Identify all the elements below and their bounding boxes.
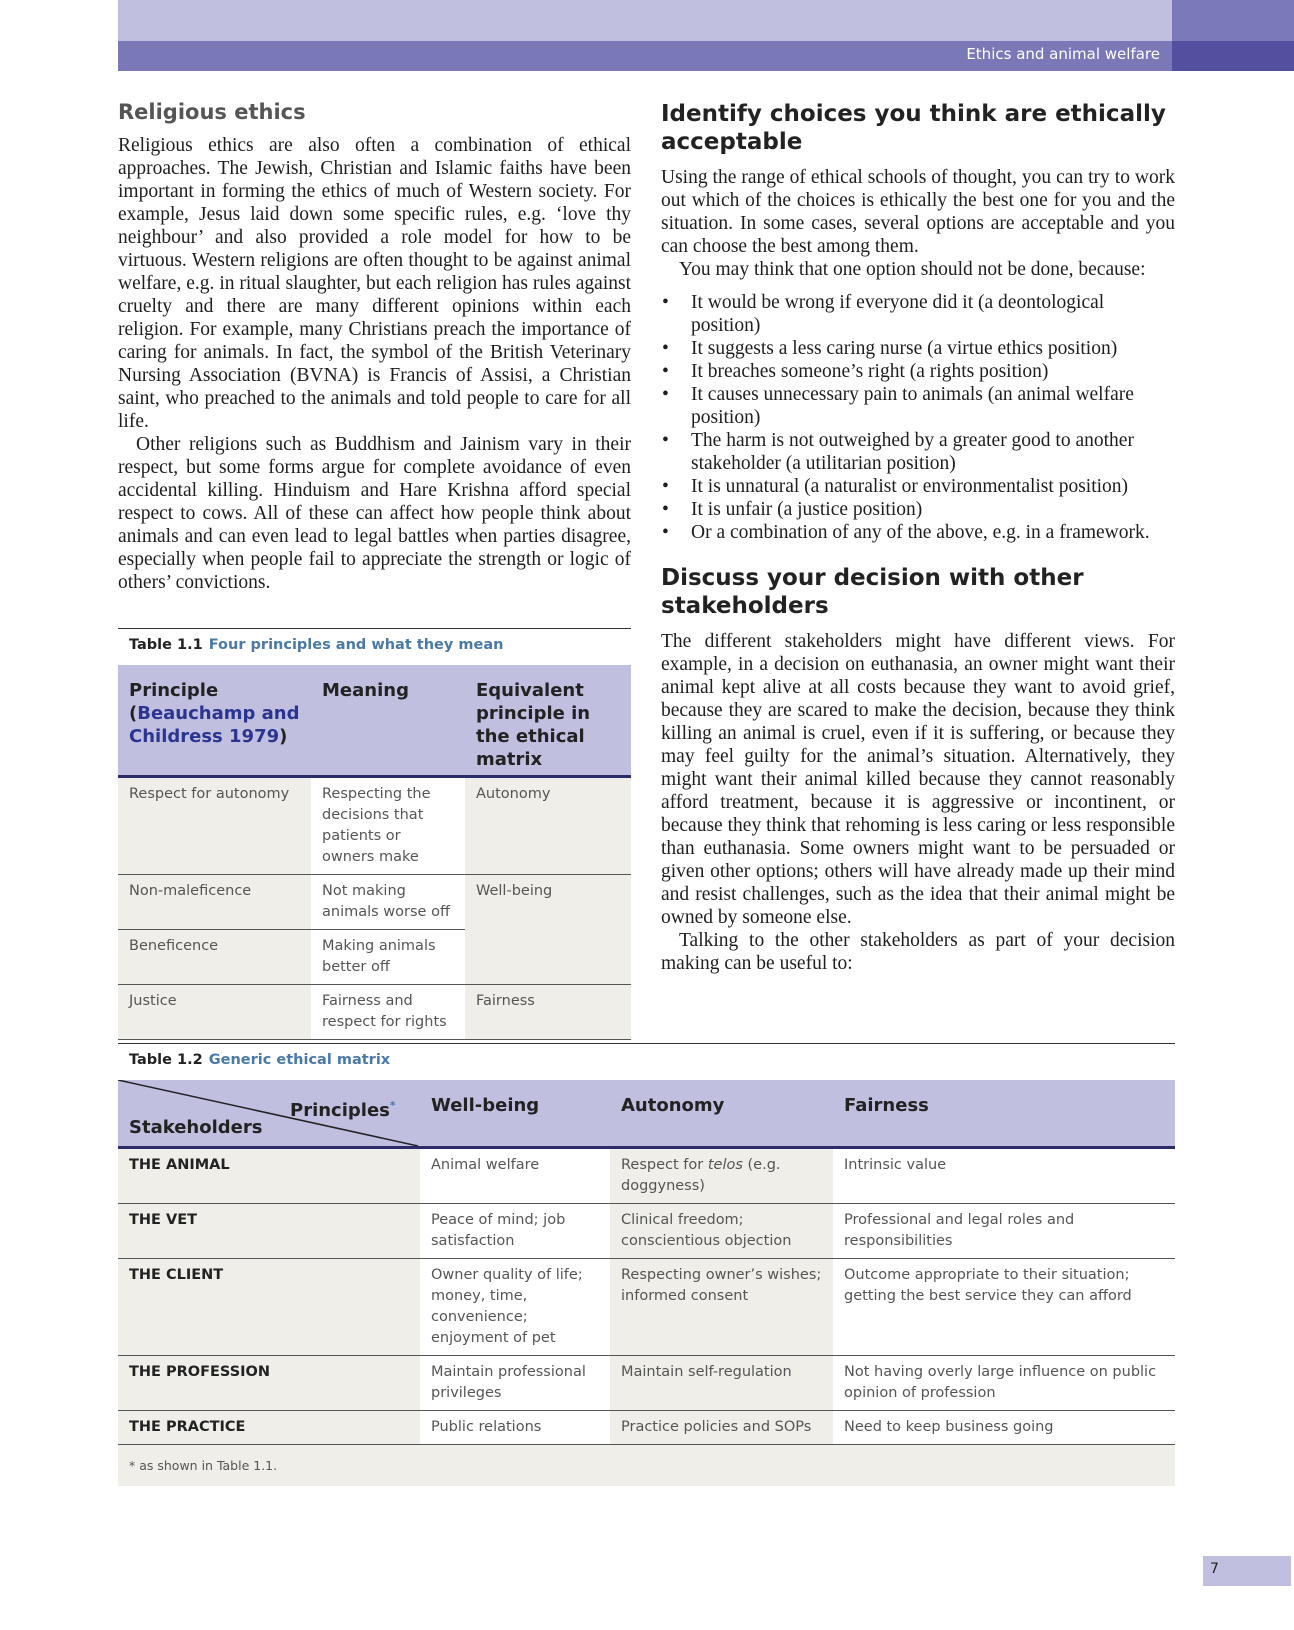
cell-meaning: Respecting the decisions that patients or owners make	[311, 777, 465, 875]
list-item: • It breaches someone’s right (a rights position)	[661, 360, 1175, 383]
cell-principle: Non-maleficence	[118, 875, 311, 930]
list-item: • It causes unnecessary pain to animals (an animal welfare position)	[661, 383, 1175, 429]
cell-wellbeing: Maintain professional privileges	[420, 1356, 610, 1411]
table-1-1	[118, 628, 631, 1040]
autonomy-text-pre: Respect for	[621, 1157, 708, 1173]
header-principle-label: Principle	[129, 680, 219, 701]
cell-stakeholder: THE CLIENT	[118, 1259, 420, 1356]
discuss-decision-para-2: Talking to the other stakeholders as part of your decision making can be useful to:	[661, 930, 1175, 975]
list-item: • It is unnatural (a naturalist or environmentalist position)	[661, 475, 1175, 498]
table-footnote: * as shown in Table 1.1.	[118, 1445, 1175, 1487]
table-row	[118, 1204, 1175, 1259]
header-corner	[118, 1080, 420, 1148]
header-principle-citation: Beauchamp and Childress 1979	[129, 703, 300, 747]
header-autonomy: Autonomy	[610, 1080, 833, 1148]
cell-wellbeing: Animal welfare	[420, 1148, 610, 1204]
cell-fairness: Not having overly large influence on public opinion of profession	[833, 1356, 1175, 1411]
religious-ethics-para-2: Other religions such as Buddhism and Jainism vary in their respect, but some forms argue for complete avoidance of even accidental killing. Hinduism and Hare Krishna afford special respect to cows. All of these can affect how people think about animals and can even lead to legal battles when parties disagree, especially when people fail to appreciate the strength or logic of others’ convictions.	[118, 434, 631, 594]
religious-ethics-para-1: Religious ethics are also often a combination of ethical approaches. The Jewish, Christian and Islamic faiths have been important in forming the ethics of much of Western society. For example, Jesus laid down some specific rules, e.g. ‘love thy neighbour’ and also provided a role model for how to be virtuous. Western religions are often thought to be against animal welfare, e.g. in ritual slaughter, but each religion has rules against cruelty and there are many different opinions within each religion. For example, many Christians preach the importance of caring for animals. In fact, the symbol of the British Veterinary Nursing Association (BVNA) is Francis of Assisi, a Christian saint, who preached to the animals and told people to care for all life.	[118, 135, 631, 433]
cell-autonomy: Respecting owner’s wishes; informed consent	[610, 1259, 833, 1356]
cell-stakeholder: THE VET	[118, 1204, 420, 1259]
reasons-list	[661, 291, 1175, 544]
header-principle-open: (	[129, 703, 138, 724]
list-item: • It is unfair (a justice position)	[661, 498, 1175, 521]
header-principle-close: )	[279, 726, 288, 747]
principles-text: Principles	[290, 1100, 390, 1121]
table-footnote-row	[118, 1445, 1175, 1487]
left-column	[118, 100, 631, 594]
identify-choices-para-1: Using the range of ethical schools of thought, you can try to work out which of the choices is ethically the best one for you and the situation. In some cases, several options are acceptable and you can choose the best among them.	[661, 167, 1175, 258]
cell-principle: Respect for autonomy	[118, 777, 311, 875]
cell-equivalent: Well-being	[465, 875, 631, 985]
header-corner-top	[1172, 0, 1294, 41]
discuss-decision-heading: Discuss your decision with other stakeholders	[661, 565, 1084, 620]
list-item: • It suggests a less caring nurse (a virtue ethics position)	[661, 337, 1175, 360]
discuss-decision-para-1: The different stakeholders might have different views. For example, in a decision on euthanasia, an owner might want their animal kept alive at all costs because they want to avoid grief, because they are scared to make the decision, because they think killing an animal is cruel, even if it is suffering, or because they may feel guilty for the animal’s situation. Alternatively, they might want their animal killed because they cannot reasonably afford treatment, because it is aggressive or incontinent, or because they think that rehoming is less caring or less responsible than euthanasia. Some owners might want to be persuaded or given other options; others will have already made up their mind and resist challenges, such as the idea that their animal might be owned by someone else.	[661, 631, 1175, 929]
table-1-1-number: Table 1.1	[129, 637, 203, 653]
cell-fairness: Need to keep business going	[833, 1411, 1175, 1445]
cell-fairness: Intrinsic value	[833, 1148, 1175, 1204]
cell-equivalent: Fairness	[465, 985, 631, 1040]
cell-autonomy: Practice policies and SOPs	[610, 1411, 833, 1445]
table-1-1-title: Four principles and what they mean	[208, 637, 504, 653]
list-item: • It would be wrong if everyone did it (a deontological position)	[661, 291, 1175, 337]
table-row	[118, 1259, 1175, 1356]
identify-choices-para-2: You may think that one option should not be done, because:	[679, 259, 1146, 281]
identify-choices-heading: Identify choices you think are ethically acceptable	[661, 101, 1166, 156]
header-principle	[118, 665, 311, 777]
religious-ethics-heading: Religious ethics	[118, 100, 306, 124]
list-item: • The harm is not outweighed by a greater good to another stakeholder (a utilitarian position)	[661, 429, 1175, 475]
table-row	[118, 985, 631, 1040]
table-header-row	[118, 1080, 1175, 1148]
header-principles-label	[290, 1094, 396, 1122]
page-number: 7	[1210, 1561, 1219, 1577]
autonomy-text-post: (e.g. doggyness)	[621, 1157, 781, 1194]
cell-meaning: Making animals better off	[311, 930, 465, 985]
cell-autonomy	[610, 1148, 833, 1204]
cell-equivalent: Autonomy	[465, 777, 631, 875]
list-item: • Or a combination of any of the above, e.g. in a framework.	[661, 521, 1175, 544]
table-row	[118, 1411, 1175, 1445]
cell-autonomy: Maintain self-regulation	[610, 1356, 833, 1411]
principles-table	[118, 665, 631, 1040]
header-equivalent: Equivalent principle in the ethical matrix	[465, 665, 631, 777]
cell-wellbeing: Owner quality of life; money, time, convenience; enjoyment of pet	[420, 1259, 610, 1356]
table-row	[118, 777, 631, 875]
header-wellbeing: Well-being	[420, 1080, 610, 1148]
cell-wellbeing: Public relations	[420, 1411, 610, 1445]
table-1-2-title: Generic ethical matrix	[208, 1052, 391, 1068]
table-1-1-caption	[118, 629, 631, 653]
autonomy-text-em: telos	[707, 1157, 743, 1173]
cell-principle: Justice	[118, 985, 311, 1040]
table-header-row	[118, 665, 631, 777]
cell-stakeholder: THE ANIMAL	[118, 1148, 420, 1204]
right-column	[661, 100, 1175, 975]
header-band-light	[118, 0, 1172, 41]
header-corner-bottom	[1172, 41, 1294, 71]
principles-star: *	[389, 1099, 396, 1112]
header-meaning: Meaning	[311, 665, 465, 777]
cell-principle: Beneficence	[118, 930, 311, 985]
cell-fairness: Outcome appropriate to their situation; getting the best service they can afford	[833, 1259, 1175, 1356]
header-fairness: Fairness	[833, 1080, 1175, 1148]
cell-stakeholder: THE PROFESSION	[118, 1356, 420, 1411]
running-head: Ethics and animal welfare	[966, 45, 1160, 63]
cell-stakeholder: THE PRACTICE	[118, 1411, 420, 1445]
table-row	[118, 1356, 1175, 1411]
table-row	[118, 875, 631, 930]
table-1-2	[118, 1043, 1175, 1486]
ethical-matrix-table	[118, 1080, 1175, 1486]
table-row	[118, 1148, 1175, 1204]
cell-meaning: Not making animals worse off	[311, 875, 465, 930]
table-1-2-caption	[118, 1044, 1175, 1068]
table-1-2-number: Table 1.2	[129, 1052, 203, 1068]
cell-autonomy: Clinical freedom; conscientious objection	[610, 1204, 833, 1259]
cell-fairness: Professional and legal roles and responsibilities	[833, 1204, 1175, 1259]
header-stakeholders-label: Stakeholders	[129, 1117, 263, 1138]
cell-meaning: Fairness and respect for rights	[311, 985, 465, 1040]
cell-wellbeing: Peace of mind; job satisfaction	[420, 1204, 610, 1259]
